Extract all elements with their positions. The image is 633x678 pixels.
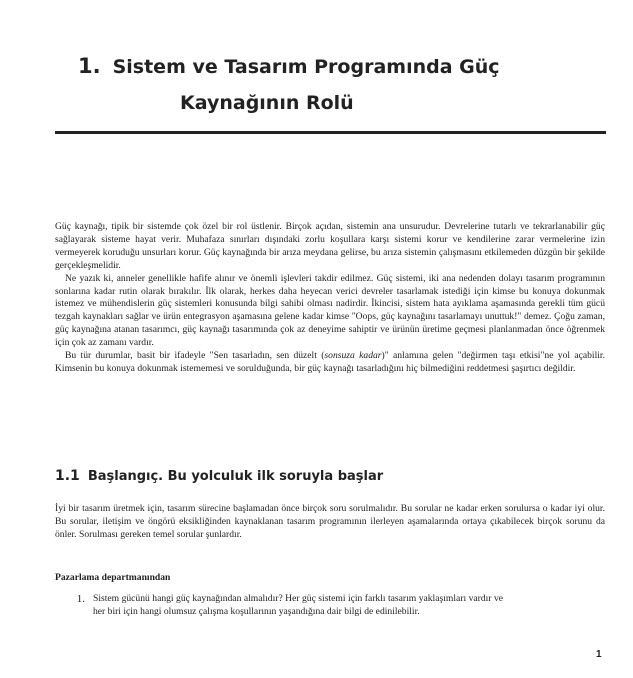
section-number: 1.1 [55, 468, 80, 484]
list-item-number: 1. [76, 593, 85, 605]
page-number: 1 [596, 649, 602, 660]
list-item-text: Sistem gücünü hangi güç kaynağından almalıdır? Her güç sistemi için farklı tasarım yaklaşımları vardır ve her biri için hangi olumsuz çalışma koşullarının yaşandığına dair bilgi de edinilebilir. [93, 593, 503, 617]
intro-text [55, 221, 605, 376]
subheading: Pazarlama departmanından [55, 572, 171, 583]
section-paragraph: İyi bir tasarım üretmek için, tasarım sürecine başlamadan önce birçok soru sorulmalıdır. Bu sorular ne kadar erken sorulursa o kadar iyi olur. Bu sorular, iletişim ve öngörü eksikliğinden kaynaklanan tasarım programının ilerleyen aşamalarında ortaya çıkabilecek birçok sorunu da önler. Sorulması gereken temel sorular şunlardır. [55, 503, 605, 540]
intro-paragraph-2: Ne yazık ki, anneler genellikle hafife alınır ve önemli işlevleri takdir edilmez. Güç sistemi, iki ana nedenden dolayı tasarım programının sonlarına kadar rutin olarak bırakılır. İlk olarak, herkes daha heyecan verici devreler tasarlamak istediği için kimse bu konuya dokunmak istemez ve mühendislerin güç sistemleri konusunda bilgi sahibi olması nadirdir. İkincisi, sistem hata ayıklama aşamasında gerekli tüm gücü tezgah kaynakları sağlar ve ürün entegrasyon aşamasına gelene kadar kimse "Oops, güç kaynağını tasarlamayı unuttuk!" demez. Çoğu zaman, güç kaynağına atanan tasarımcı, güç kaynağı tasarımında çok az deneyime sahiptir ve ürünün üretime geçmesi planlanmadan önce öğrenmek için çok az zamanı vardır. [55, 272, 605, 349]
list-item [55, 593, 605, 619]
intro-paragraph-1: Güç kaynağı, tipik bir sistemde çok özel bir rol üstlenir. Birçok açıdan, sistemin ana unsurudur. Devrelerine tutarlı ve tekrarlanabilir güç sağlayarak sisteme hayat verir. Muhafaza sınırları dışındaki zorlu koşullara karşı sistemi korur ve kendilerine zarar vermelerine izin vermeyerek koruduğu unsurları korur. Güç kaynağında bir arıza meydana gelirse, bu arıza sistemin çalışmasını etkilemeden düzgün bir şekilde gerçekleşmelidir. [55, 221, 605, 271]
chapter-number: 1. [78, 54, 101, 78]
emphasis-text: sonsuza kadar [324, 350, 382, 362]
intro-paragraph-3: Bu tür durumlar, basit bir ifadeyle "Sen tasarladın, sen düzelt (sonsuza kadar)" anlamına gelen "değirmen taşı etkisi"ne yol açabilir. Kimsenin bu konuya dokunmak istememesi ve sorulduğunda, bir güç kaynağı tasarladığını hiç bilmediğini reddetmesi şaşırtıcı değildir. [55, 350, 605, 374]
chapter-title-line2: Kaynağının Rolü [180, 92, 354, 114]
title-divider [55, 131, 606, 134]
chapter-title-line1: Sistem ve Tasarım Programında Güç [112, 56, 500, 78]
section-heading [55, 468, 605, 484]
section-title: Başlangıç. Bu yolculuk ilk soruyla başlar [87, 469, 384, 484]
question-list [55, 593, 605, 619]
chapter-title [78, 48, 598, 121]
